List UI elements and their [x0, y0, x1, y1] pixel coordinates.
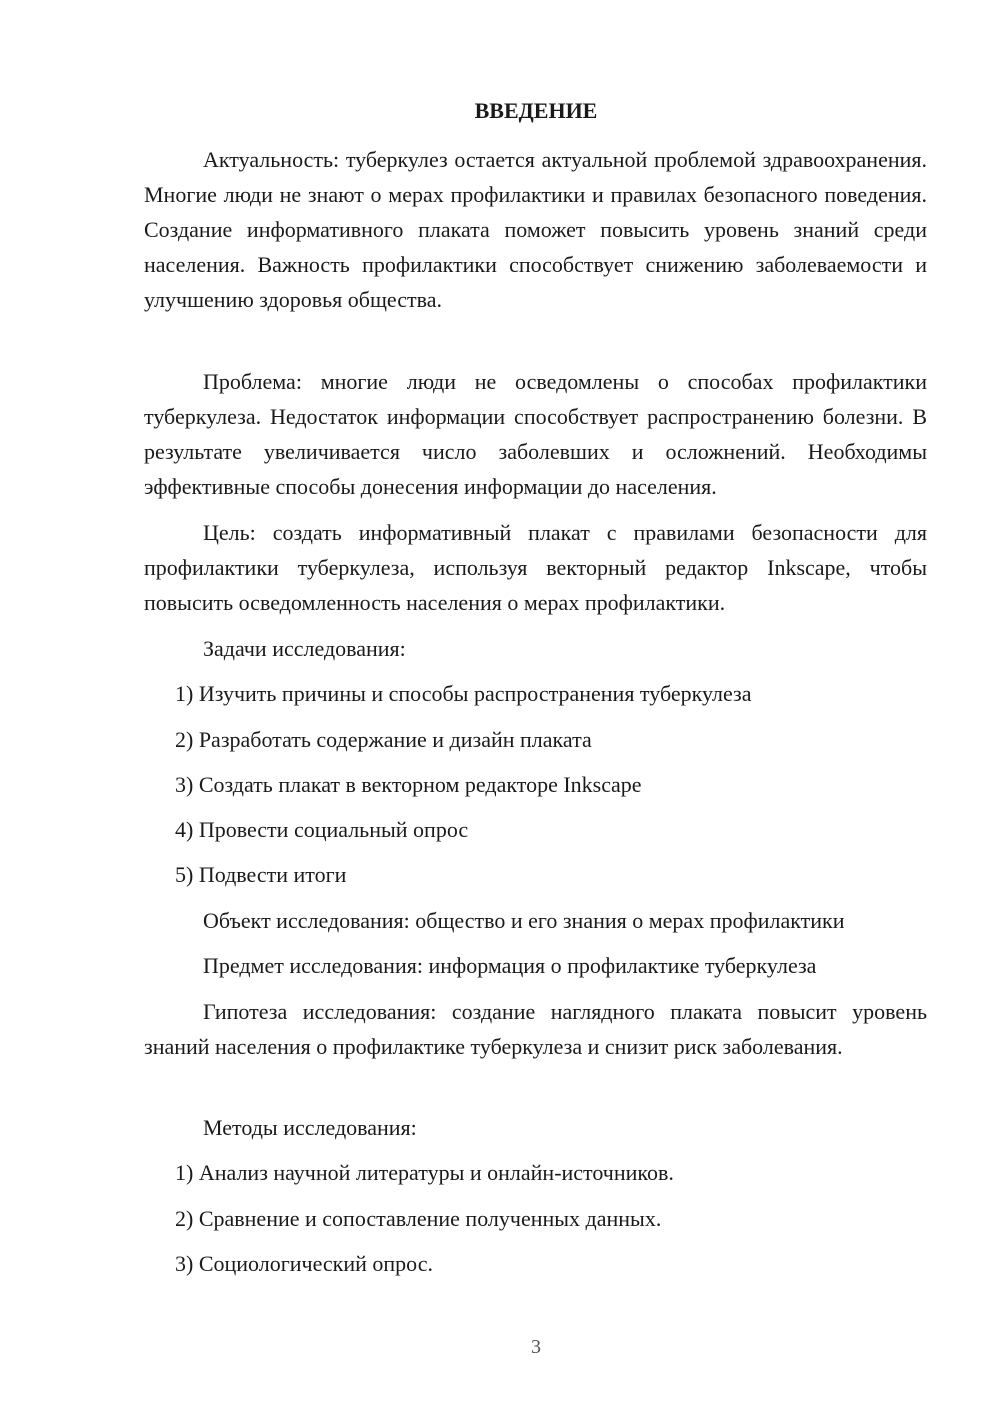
method-item: 1) Анализ научной литературы и онлайн-источников. [175, 1160, 674, 1185]
methods-heading: Методы исследования: [203, 1115, 417, 1140]
goal-paragraph: Цель: создать информативный плакат с правилами безопасности для профилактики туберкулеза, используя векторный редактор Inkscape, чтобы повысить осведомленность населения о мерах профилактики. [144, 520, 927, 615]
relevance-paragraph: Актуальность: туберкулез остается актуальной проблемой здравоохранения. Многие люди не знают о мерах профилактики и правилах безопасного поведения. Создание информативного плаката поможет повысить уровень знаний среди населения. Важность профилактики способствует снижению заболеваемости и улучшению здоровья общества. [144, 147, 927, 312]
page-title: ВВЕДЕНИЕ [474, 98, 598, 123]
hypothesis-paragraph: Гипотеза исследования: создание наглядного плаката повысит уровень знаний населения о профилактике туберкулеза и снизит риск заболевания. [144, 999, 927, 1059]
object-paragraph: Объект исследования: общество и его знания о мерах профилактики [203, 908, 845, 933]
page-number: 3 [531, 1336, 541, 1358]
task-item: 2) Разработать содержание и дизайн плаката [175, 727, 592, 752]
problem-paragraph: Проблема: многие люди не осведомлены о способах профилактики туберкулеза. Недостаток информации способствует распространению болезни. В результате увеличивается число заболевших и осложнений. Необходимы эффективные способы донесения информации до населения. [144, 369, 927, 499]
subject-paragraph: Предмет исследования: информация о профилактике туберкулеза [203, 953, 817, 978]
task-item: 5) Подвести итоги [175, 862, 347, 887]
method-item: 3) Социологический опрос. [175, 1251, 433, 1276]
task-item: 3) Создать плакат в векторном редакторе Inkscape [175, 772, 642, 797]
method-item: 2) Сравнение и сопоставление полученных данных. [175, 1206, 662, 1231]
task-item: 4) Провести социальный опрос [175, 817, 469, 842]
tasks-heading: Задачи исследования: [203, 636, 406, 661]
task-item: 1) Изучить причины и способы распространения туберкулеза [175, 681, 752, 706]
